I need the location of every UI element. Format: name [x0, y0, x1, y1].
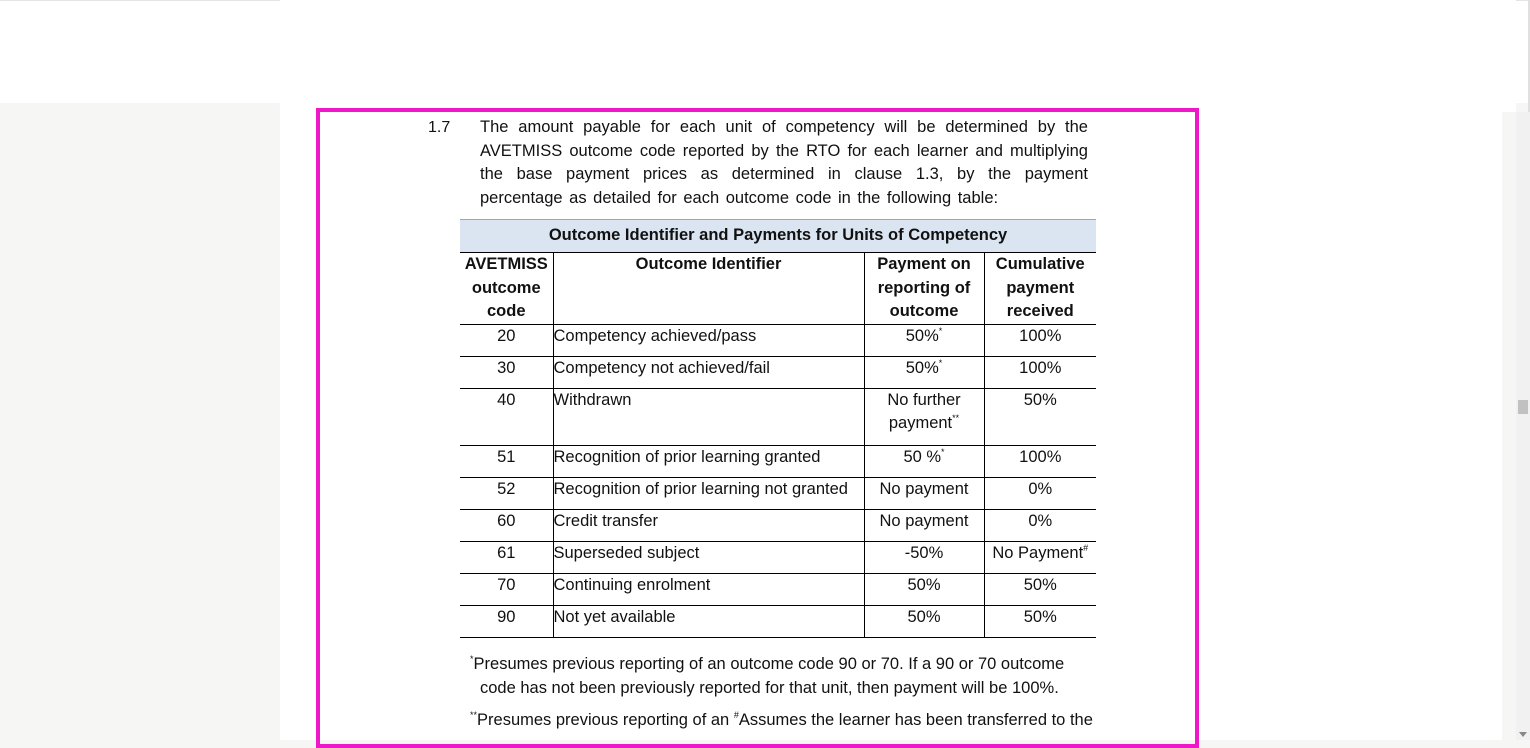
cell-identifier: Not yet available [553, 605, 864, 637]
cell-code: 51 [460, 445, 553, 477]
cell-cumulative: 50% [984, 388, 1096, 445]
page-right-gutter [1502, 0, 1516, 112]
footnote-hash-mark: # [733, 710, 739, 720]
header-payment: Payment on reporting of outcome [864, 253, 984, 325]
cell-payment: 50% [864, 573, 984, 605]
cell-identifier: Recognition of prior learning granted [553, 445, 864, 477]
cell-cumulative: 100% [984, 445, 1096, 477]
cell-code: 40 [460, 388, 553, 445]
cell-code: 61 [460, 541, 553, 573]
cell-cumulative: 50% [984, 605, 1096, 637]
cell-code: 52 [460, 477, 553, 509]
cell-payment: 50% [864, 605, 984, 637]
cell-code: 90 [460, 605, 553, 637]
cell-payment: No payment [864, 477, 984, 509]
cell-payment: No further payment** [864, 388, 984, 445]
cell-cumulative: 0% [984, 509, 1096, 541]
cell-payment: 50 %* [864, 445, 984, 477]
cell-code: 70 [460, 573, 553, 605]
header-cumulative: Cumulative payment received [984, 253, 1096, 325]
cell-cumulative: 0% [984, 477, 1096, 509]
table-title: Outcome Identifier and Payments for Units of Competency [460, 220, 1096, 253]
footnote-mark: ** [470, 710, 478, 720]
cell-code: 30 [460, 356, 553, 388]
cell-cumulative: 50% [984, 573, 1096, 605]
footnote-mark: * [470, 654, 474, 664]
cell-identifier: Withdrawn [553, 388, 864, 445]
footnote-single-asterisk: *Presumes previous reporting of an outcome code 90 or 70. If a 90 or 70 outcome code has not been previously reported for that unit, then payment will be 100%. [470, 654, 1065, 697]
cell-payment: 50%* [864, 324, 984, 356]
scroll-down-arrow-icon[interactable] [1519, 732, 1527, 737]
scrollbar-thumb[interactable] [1518, 400, 1528, 414]
cell-payment: No payment [864, 509, 984, 541]
selection-highlight-frame [316, 108, 1199, 748]
cell-cumulative: 100% [984, 324, 1096, 356]
cell-code: 60 [460, 509, 553, 541]
footnote-double-asterisk: **Presumes previous reporting of an #Assumes the learner has been transferred to the [470, 710, 1093, 729]
cell-cumulative: No Payment# [984, 541, 1096, 573]
cell-identifier: Continuing enrolment [553, 573, 864, 605]
cell-payment: -50% [864, 541, 984, 573]
clause-paragraph: The amount payable for each unit of competency will be determined by the AVETMISS outcome code reported by the RTO for each learner and multiplying the base payment prices as determined in clause 1.3, by the payment percentage as detailed for each outcome code in the following table: [480, 118, 1088, 207]
cell-identifier: Superseded subject [553, 541, 864, 573]
cell-identifier: Competency achieved/pass [553, 324, 864, 356]
vertical-scrollbar[interactable] [1516, 112, 1530, 740]
cell-identifier: Competency not achieved/fail [553, 356, 864, 388]
header-code: AVETMISS outcome code [460, 253, 553, 325]
cell-identifier: Recognition of prior learning not granted [553, 477, 864, 509]
cell-code: 20 [460, 324, 553, 356]
clause-number: 1.7 [428, 119, 451, 136]
cell-payment: 50%* [864, 356, 984, 388]
cell-identifier: Credit transfer [553, 509, 864, 541]
header-identifier: Outcome Identifier [553, 253, 864, 325]
cell-cumulative: 100% [984, 356, 1096, 388]
